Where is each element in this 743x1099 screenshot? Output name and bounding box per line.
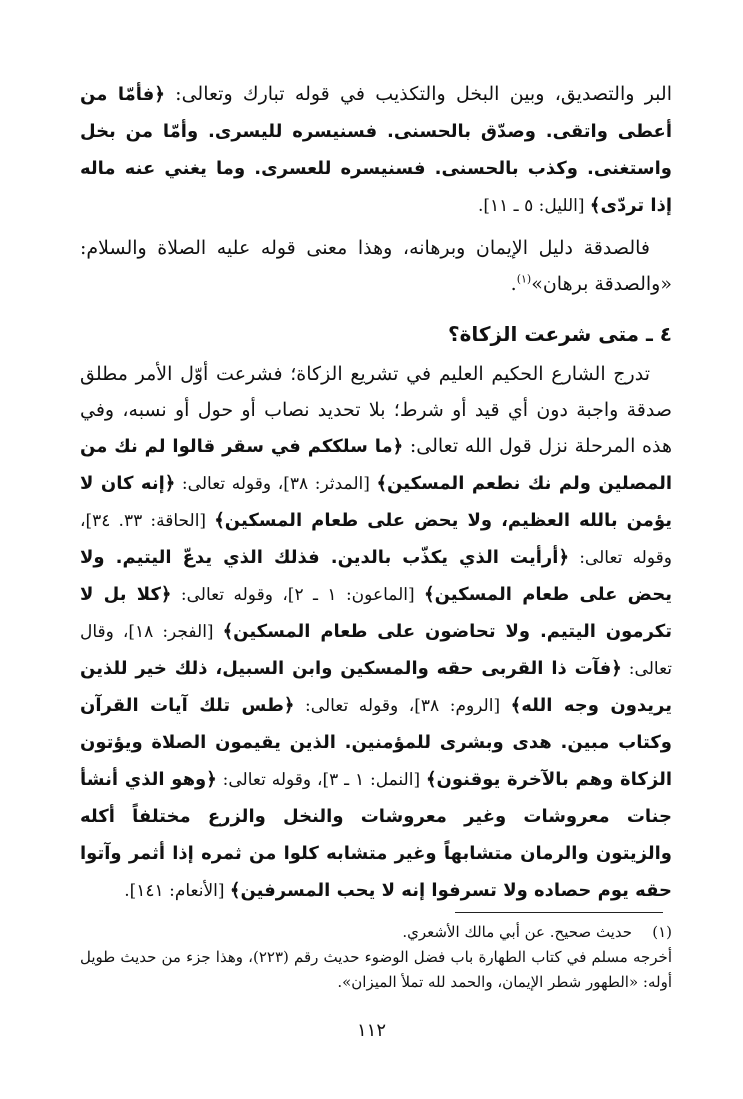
paragraph-text: . — [510, 273, 517, 295]
footnote-number: (١) — [652, 923, 672, 941]
verse-reference: [الحاقة: ٣٣. ٣٤]، وقوله تعالى: — [80, 511, 672, 568]
quran-quote: ﴿ما سلككم في سقر قالوا لم نك من المصلين ولم نك نطعم المسكين﴾ — [80, 436, 673, 494]
footnote-text: حديث صحيح. عن أبي مالك الأشعري. — [402, 923, 632, 941]
quran-quote: ﴿إنه كان لا يؤمن بالله العظيم، ولا يحض على طعام المسكين﴾ — [80, 473, 672, 531]
quran-quote: ﴿كلا بل لا تكرمون اليتيم. ولا تحاضون على طعام المسكين﴾ — [80, 584, 672, 642]
section-heading: ٤ ـ متى شرعت الزكاة؟ — [448, 322, 672, 346]
verse-reference: [الماعون: ١ ـ ٢]، وقوله تعالى: — [171, 585, 425, 605]
paragraph-text: فالصدقة دليل الإيمان وبرهانه، وهذا معنى قوله عليه الصلاة والسلام: «والصدقة برهان» — [80, 237, 672, 295]
verse-reference: [النمل: ١ ـ ٣]، وقوله تعالى: — [216, 770, 426, 790]
verse-reference: [الروم: ٣٨]، وقوله تعالى: — [294, 696, 511, 716]
footnote-marker: (١) — [516, 272, 532, 286]
page-number: ١١٢ — [356, 1020, 386, 1041]
quran-quote: ﴿طس تلك آيات القرآن وكتاب مبين. هدى وبشرى للمؤمنين. الذين يقيمون الصلاة ويؤتون الزكاة وهم بالآخرة يوقنون﴾ — [80, 695, 672, 790]
paragraph-text: تدرج الشارع الحكيم العليم في تشريع الزكاة؛ فشرعت أوّل الأمر مطلق صدقة واجبة دون أي قيد أو شرط؛ بلا تحديد نصاب أو حول أو نسبه، وفي هذه المرحلة نزل قول الله تعالى: — [80, 363, 672, 457]
quran-quote: ﴿وهو الذي أنشأ جنات معروشات وغير معروشات والنخل والزرع مختلفاً أكله والزيتون والرمان متشابهاً وغير متشابه كلوا من ثمره إذا أثمر وآتوا حقه يوم حصاده ولا تسرفوا إنه لا يحب المسرفين﴾ — [80, 769, 672, 901]
paragraph-1 — [80, 76, 672, 224]
footnote-continuation: أخرجه مسلم في كتاب الطهارة باب فضل الوضوء حديث رقم (٢٢٣)، وهذا جزء من حديث طويل أوله: «الطهور شطر الإيمان، والحمد لله تملأ الميزان». — [80, 948, 672, 991]
footnote-divider — [455, 912, 663, 913]
paragraph-text: البر والتصديق، وبين البخل والتكذيب في قوله تبارك وتعالى: — [164, 83, 672, 105]
quran-quote: ﴿أرأيت الذي يكذّب بالدين. فذلك الذي يدعّ اليتيم. ولا يحض على طعام المسكين﴾ — [80, 547, 672, 605]
quran-quote: ﴿فأمّا من أعطى واتقى. وصدّق بالحسنى. فسنيسره لليسرى. وأمّا من بخل واستغنى. وكذب بالحسنى. فسنيسره للعسرى. وما يغني عنه ماله إذا تردّى﴾ — [80, 84, 672, 216]
verse-reference: [الأنعام: ١٤١]. — [124, 881, 230, 901]
footnote-item — [80, 920, 672, 945]
page-body — [80, 76, 672, 909]
paragraph-3 — [80, 356, 672, 909]
verse-reference: [الفجر: ١٨]، وقال تعالى: — [80, 622, 673, 679]
footnotes — [80, 920, 672, 995]
paragraph-2 — [80, 230, 672, 302]
verse-reference: [المدثر: ٣٨]، وقوله تعالى: — [175, 474, 377, 494]
verse-reference: [الليل: ٥ ـ ١١]. — [477, 196, 590, 216]
quran-quote: ﴿فآت ذا القربى حقه والمسكين وابن السبيل، ذلك خير للذين يريدون وجه الله﴾ — [80, 658, 673, 716]
